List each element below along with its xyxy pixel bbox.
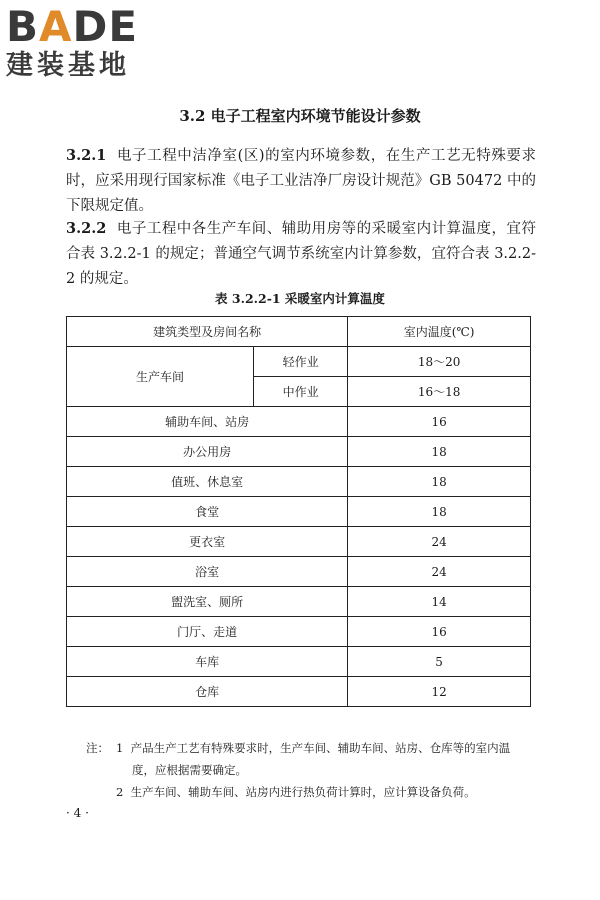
clause-3-2-1 (66, 143, 536, 219)
clause-text: 电子工程中洁净室(区)的室内环境参数，在生产工艺无特殊要求时，应采用现行国家标准《电子工业洁净厂房设计规范》GB 50472 中的下限规定值。 (66, 148, 536, 214)
temp-value: 18 (348, 467, 531, 497)
page-number: · 4 · (66, 806, 89, 820)
table-row (67, 437, 531, 467)
temp-value: 24 (348, 557, 531, 587)
room-name: 辅助车间、站房 (67, 407, 348, 437)
bade-logo (6, 4, 176, 82)
room-name: 浴室 (67, 557, 348, 587)
sub-category: 中作业 (254, 377, 348, 407)
note-number: 2 (116, 785, 124, 799)
temp-value: 18～20 (348, 347, 531, 377)
sub-category: 轻作业 (254, 347, 348, 377)
clause-number: 3.2.1 (66, 147, 107, 164)
temp-value: 18 (348, 497, 531, 527)
clause-text: 电子工程中各生产车间、辅助用房等的采暖室内计算温度，宜符合表 3.2.2-1 的规定；普通空气调节系统室内计算参数，宜符合表 3.2.2-2 的规定。 (66, 221, 536, 287)
room-name: 值班、休息室 (67, 467, 348, 497)
table-row (67, 467, 531, 497)
clause-3-2-2 (66, 216, 536, 292)
temp-value: 16～18 (348, 377, 531, 407)
temp-value: 14 (348, 587, 531, 617)
table-row (67, 587, 531, 617)
table-row (67, 647, 531, 677)
logo-wordmark: BADE (6, 2, 139, 51)
note-2 (86, 781, 536, 803)
temp-value: 16 (348, 407, 531, 437)
room-name: 盥洗室、厕所 (67, 587, 348, 617)
table-row (67, 677, 531, 707)
temp-value: 5 (348, 647, 531, 677)
table-header-row (67, 317, 531, 347)
room-name: 更衣室 (67, 527, 348, 557)
table-caption: 表 3.2.2-1 采暖室内计算温度 (215, 291, 385, 306)
table-row (67, 497, 531, 527)
temp-value: 12 (348, 677, 531, 707)
room-name: 办公用房 (67, 437, 348, 467)
header-room-type: 建筑类型及房间名称 (67, 317, 348, 347)
table-row (67, 347, 531, 377)
table-row (67, 557, 531, 587)
table-notes (86, 737, 536, 803)
table-row (67, 407, 531, 437)
section-title: 3.2 电子工程室内环境节能设计参数 (179, 107, 421, 125)
clause-number: 3.2.2 (66, 220, 107, 237)
logo-subtitle: 建装基地 (6, 50, 130, 81)
group-production-workshop: 生产车间 (67, 347, 254, 407)
note-1-continuation: 度，应根据需要确定。 (132, 763, 247, 777)
note-label: 注： (86, 741, 109, 755)
temp-value: 16 (348, 617, 531, 647)
table-row (67, 617, 531, 647)
note-text: 生产车间、辅助车间、站房内进行热负荷计算时，应计算设备负荷。 (130, 785, 476, 799)
note-1 (86, 737, 536, 759)
note-text: 产品生产工艺有特殊要求时，生产车间、辅助车间、站房、仓库等的室内温 (130, 741, 511, 755)
header-indoor-temp: 室内温度(℃) (348, 317, 531, 347)
temp-value: 24 (348, 527, 531, 557)
room-name: 食堂 (67, 497, 348, 527)
table-row (67, 527, 531, 557)
room-name: 门厅、走道 (67, 617, 348, 647)
room-name: 仓库 (67, 677, 348, 707)
room-name: 车库 (67, 647, 348, 677)
temp-value: 18 (348, 437, 531, 467)
note-number: 1 (116, 741, 124, 755)
heating-temperature-table (66, 316, 531, 707)
